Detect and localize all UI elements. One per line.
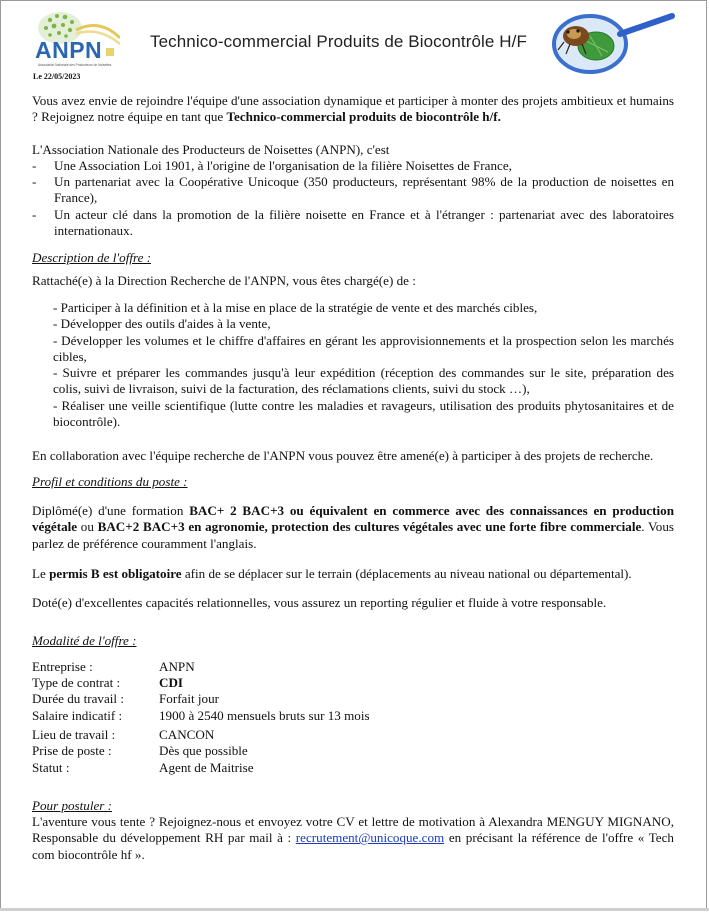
diploma-text: ou	[77, 519, 98, 535]
diploma-text: Diplômé(e) d'une formation	[32, 502, 190, 518]
modalities-table-2	[32, 727, 674, 776]
permit-text: Le	[32, 565, 50, 581]
skills-paragraph: Doté(e) d'excellentes capacités relationnelles, vous assurez un reporting régulier et fluide à votre responsable.	[32, 595, 607, 611]
permit-bold: permis B est obligatoire	[49, 565, 182, 581]
field-label: Entreprise :	[32, 658, 93, 674]
diploma-text: . Vous parlez de préférence couramment l'anglais.	[32, 519, 674, 551]
association-list	[32, 158, 674, 239]
field-label: Lieu de travail :	[32, 726, 116, 742]
list-item: - Participer à la définition et à la mise en place de la stratégie de vente et des marchés cibles,	[53, 299, 538, 315]
modalities-heading: Modalité de l'offre :	[32, 633, 137, 649]
document-body	[32, 93, 674, 863]
anpn-logo-text: ANPN	[35, 37, 103, 63]
table-row	[32, 708, 674, 724]
field-value: CANCON	[159, 726, 215, 742]
field-label: Prise de poste :	[32, 743, 112, 759]
document-date: Le 22/05/2023	[33, 72, 81, 81]
field-value: Agent de Maitrise	[159, 759, 254, 775]
description-heading: Description de l'offre :	[32, 250, 152, 266]
intro-paragraph	[32, 93, 674, 126]
diploma-bold: BAC+2 BAC+3 en agronomie, protection des cultures végétales avec une forte fibre commerciale	[97, 519, 642, 535]
field-value: ANPN	[159, 658, 195, 674]
intro-text: Vous avez envie de rejoindre l'équipe d'une association dynamique et participer à monter des projets ambitieux et humains ? Rejoignez notre équipe en tant que	[32, 93, 674, 125]
list-item: - Un partenariat avec la Coopérative Unicoque (350 producteurs, représentant 98% de la production de noisettes en France),	[32, 174, 674, 207]
email-link[interactable]: recrutement@unicoque.com	[295, 830, 445, 846]
profile-heading: Profil et conditions du poste :	[32, 473, 188, 489]
page-title: Technico-commercial Produits de Biocontrôle H/F	[150, 32, 527, 51]
job-title-bold: Technico-commercial produits de biocontrôle h/f.	[226, 109, 501, 125]
list-item: - Suivre et préparer les commandes jusqu'à leur expédition (réception des commandes sur le site, préparation des colis, suivi de livraison, suivi de la facturation, des réclamations clients, suivi du stock …),	[53, 365, 674, 397]
table-row	[32, 743, 674, 759]
list-item: - Réaliser une veille scientifique (lutte contre les maladies et ravageurs, utilisation des produits phytosanitaires et de biocontrôle).	[53, 397, 674, 430]
magnifier-insect-logo	[544, 10, 676, 74]
table-row	[32, 727, 674, 743]
list-item: - Un acteur clé dans la promotion de la filière noisette en France et à l'étranger : partenariat avec des laboratoires internationaux.	[32, 207, 674, 240]
field-label: Statut :	[32, 759, 70, 775]
field-label: Type de contrat :	[32, 675, 121, 691]
apply-heading: Pour postuler :	[32, 797, 113, 813]
list-item: - Développer des outils d'aides à la vente,	[53, 316, 271, 332]
diploma-paragraph	[32, 503, 674, 552]
apply-text: en précisant la référence de l'offre « Tech com biocontrôle hf ».	[32, 830, 674, 862]
field-label: Salaire indicatif :	[32, 707, 123, 723]
field-value: Dès que possible	[159, 743, 248, 759]
association-lead: L'Association Nationale des Producteurs de Noisettes (ANPN), c'est	[32, 141, 390, 157]
list-item: - Développer les volumes et le chiffre d'affaires en gérant les approvisionnements et la prospection selon les marchés cibles,	[53, 332, 674, 364]
apply-paragraph	[32, 814, 674, 863]
anpn-logo	[30, 8, 120, 72]
table-row	[32, 659, 674, 675]
table-row	[32, 675, 674, 691]
table-row	[32, 760, 674, 776]
collaboration-paragraph: En collaboration avec l'équipe recherche de l'ANPN vous pouvez être amené(e) à participer à des projets de recherche.	[32, 448, 654, 464]
field-value: 1900 à 2540 mensuels bruts sur 13 mois	[159, 707, 370, 723]
page-bottom-edge	[0, 908, 709, 911]
description-lead: Rattaché(e) à la Direction Recherche de l'ANPN, vous êtes chargé(e) de :	[32, 272, 416, 288]
diploma-bold: BAC+ 2 BAC+3 ou équivalent en commerce avec des connaissances en production végétale	[32, 502, 674, 535]
field-label: Durée du travail :	[32, 691, 124, 707]
apply-text: L'aventure vous tente ? Rejoignez-nous et envoyez votre CV et lettre de motivation à Alexandra MENGUY MIGNANO, Responsable du développement RH par mail à :	[32, 814, 674, 846]
permit-paragraph	[32, 566, 674, 582]
anpn-logo-subtitle: Association Nationale des Producteurs de Noisettes	[38, 63, 112, 67]
list-item: - Une Association Loi 1901, à l'origine de l'organisation de la filière Noisettes de France,	[32, 158, 674, 174]
field-value: Forfait jour	[159, 691, 220, 707]
table-row	[32, 691, 674, 707]
permit-text: afin de se déplacer sur le terrain (déplacements au niveau national ou départemental).	[181, 565, 632, 581]
field-value: CDI	[159, 675, 184, 691]
modalities-table-1	[32, 659, 674, 724]
task-list	[32, 300, 674, 430]
